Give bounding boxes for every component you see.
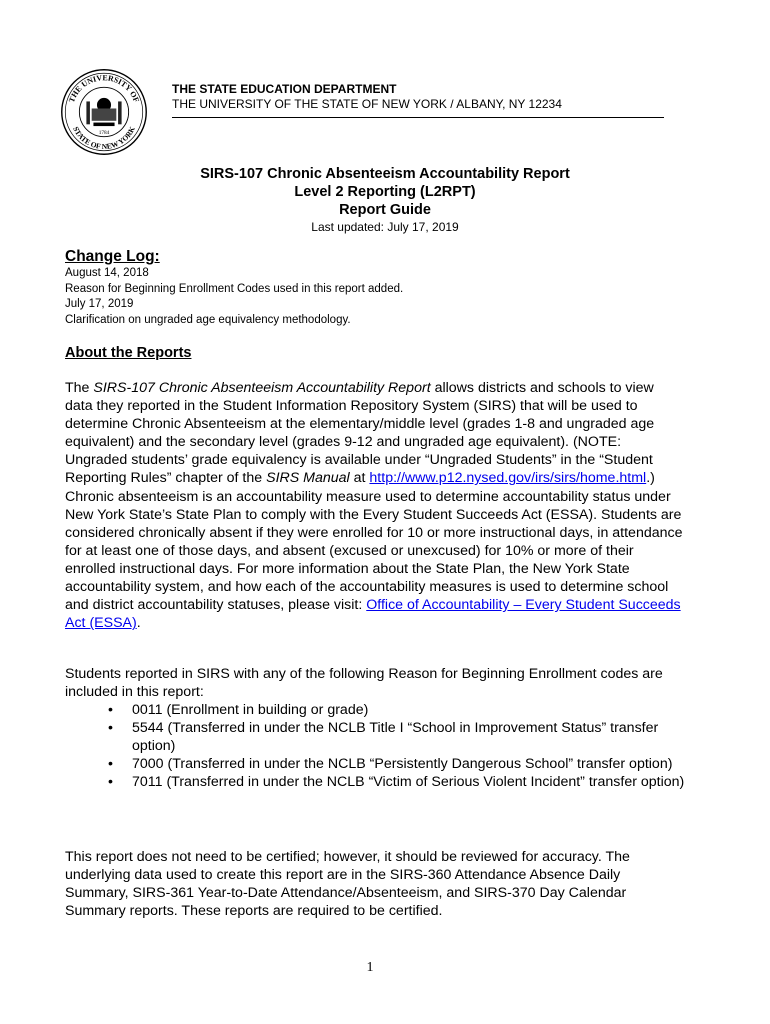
list-item-text: 7011 (Transferred in under the NCLB “Victim of Serious Violent Incident” transfer option) (132, 774, 685, 791)
bullet-icon: • (108, 702, 113, 718)
list-item-text: 7000 (Transferred in under the NCLB “Persistently Dangerous School” transfer option) (132, 756, 673, 773)
change-log-entry: July 17, 2019 (65, 298, 134, 310)
list-item-text: 0011 (Enrollment in building or grade) (132, 702, 369, 718)
last-updated: Last updated: July 17, 2019 (311, 220, 459, 234)
report-title-block (0, 165, 770, 235)
text-run: .) Chronic absenteeism is an accountability measure used to determine accountability status under New York State’s State Plan to comply with the Every Student Succeeds Act (ESSA). Students are considered chronically absent if they were enrolled for 10 or more instructional days, in attendance for at least one of those days, and absent (excused or unexcused) for 10% or more of their enrolled instructional days. For more information about the State Plan, the New York State accountability system, and how each of the accountability measures is used to determine school and district accountability statuses, please visit: (65, 470, 683, 614)
certification-paragraph: This report does not need to be certified; however, it should be reviewed for accuracy. The underlying data used to create this report are in the SIRS-360 Attendance Absence Daily Summary, SIRS-361 Year-to-Date Attendance/Absenteeism, and SIRS-370 Day Calendar Summary reports. These reports are required to be certified. (65, 849, 630, 920)
text-run: allows districts and schools to view data they reported in the Student Information Repository System (SIRS) that will be used to determine Chronic Absenteeism at the elementary/middle level (grades 1-8 and ungraded age equivalent) and the secondary level (grades 9-12 and ungraded age equivalent). (NOTE: Ungraded students’ grade equivalency is available under “Ungraded Students” in the “Student Reporting Rules” chapter of the (65, 380, 655, 487)
bullet-icon: • (108, 774, 113, 791)
bullet-icon: • (108, 756, 113, 773)
enrollment-codes-list (108, 701, 688, 791)
header-rule (172, 117, 664, 118)
text-run: The (65, 380, 94, 396)
svg-text:THE UNIVERSITY OF: THE UNIVERSITY OF (67, 73, 141, 104)
about-reports-heading: About the Reports (65, 345, 192, 361)
change-log (65, 266, 403, 328)
sirs-manual-emphasis: SIRS Manual (266, 470, 350, 487)
list-item-text: 5544 (Transferred in under the NCLB Title I “School in Improvement Status” transfer option) (132, 720, 659, 755)
list-item (108, 701, 688, 719)
text-run: . (136, 615, 141, 632)
page-number: 1 (366, 960, 374, 975)
about-paragraph (65, 379, 685, 632)
report-name-emphasis: SIRS-107 Chronic Absenteeism Accountability Report (93, 380, 431, 396)
bullet-icon: • (108, 720, 113, 737)
list-item (108, 755, 688, 773)
list-item (108, 773, 688, 791)
enrollment-codes-intro: Students reported in SIRS with any of the following Reason for Beginning Enrollment codes are included in this report: (65, 666, 663, 701)
change-log-entry: August 14, 2018 (65, 267, 149, 279)
department-header (172, 82, 562, 112)
report-subtitle: Level 2 Reporting (L2RPT) (294, 184, 476, 200)
svg-text:1784: 1784 (98, 130, 110, 136)
department-name: THE STATE EDUCATION DEPARTMENT (172, 82, 397, 96)
change-log-entry: Clarification on ungraded age equivalency methodology. (65, 313, 351, 326)
change-log-entry: Reason for Beginning Enrollment Codes used in this report added. (65, 282, 404, 295)
report-title: SIRS-107 Chronic Absenteeism Accountability Report (200, 166, 570, 182)
sirs-manual-link[interactable]: http://www.p12.nysed.gov/irs/sirs/home.html (369, 470, 647, 487)
university-address: THE UNIVERSITY OF THE STATE OF NEW YORK / ALBANY, NY 12234 (172, 97, 562, 111)
list-item (108, 719, 688, 755)
text-run: at (349, 470, 370, 487)
svg-text:STATE OF NEW YORK: STATE OF NEW YORK (71, 124, 137, 151)
report-guide-label: Report Guide (339, 202, 431, 218)
office-of-accountability-link[interactable]: Office of Accountability – Every Student Succeeds Act (ESSA) (65, 597, 681, 632)
change-log-heading: Change Log: (65, 248, 160, 265)
nys-university-seal (60, 68, 148, 156)
